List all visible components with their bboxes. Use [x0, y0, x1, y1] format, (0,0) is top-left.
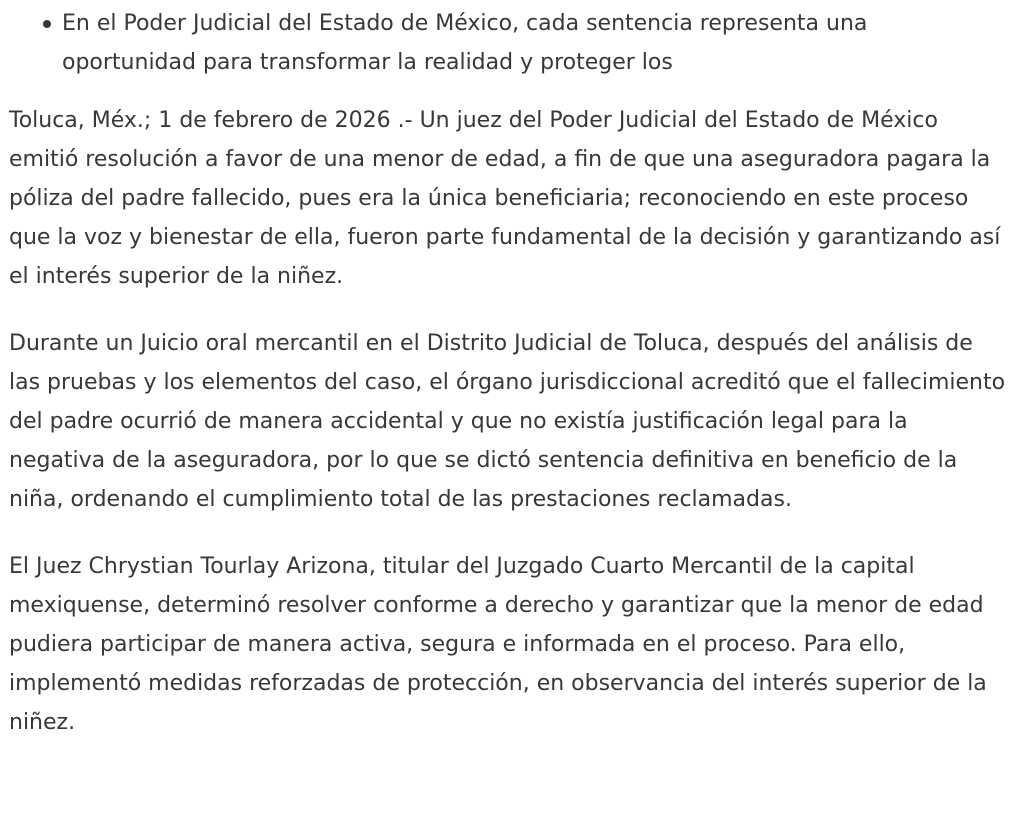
highlight-bullet-item: En el Poder Judicial del Estado de México, cada sentencia representa una oportunidad para transformar la realidad y proteger los — [62, 4, 1008, 82]
paragraph-dateline: Toluca, Méx.; 1 de febrero de 2026 .- Un juez del Poder Judicial del Estado de México emitió resolución a favor de una menor de edad, a fin de que una aseguradora pagara la póliza del padre fallecido, pues era la única beneficiaria; reconociendo en este proceso que la voz y bienestar de ella, fueron parte fundamental de la decisión y garantizando así el interés superior de la niñez. — [9, 108, 1001, 289]
paragraph-judge: El Juez Chrystian Tourlay Arizona, titular del Juzgado Cuarto Mercantil de la capital mexiquense, determinó resolver conforme a derecho y garantizar que la menor de edad pudiera participar de manera activa, segura e informada en el proceso. Para ello, implementó medidas reforzadas de protección, en observancia del interés superior de la niñez. — [9, 554, 987, 735]
highlights-list — [9, 4, 1008, 82]
paragraph-trial: Durante un Juicio oral mercantil en el Distrito Judicial de Toluca, después del análisis de las pruebas y los elementos del caso, el órgano jurisdiccional acreditó que el fallecimiento del padre ocurrió de manera accidental y que no existía justificación legal para la negativa de la aseguradora, por lo que se dictó sentencia definitiva en beneficio de la niña, ordenando el cumplimiento total de las prestaciones reclamadas. — [9, 331, 1006, 512]
